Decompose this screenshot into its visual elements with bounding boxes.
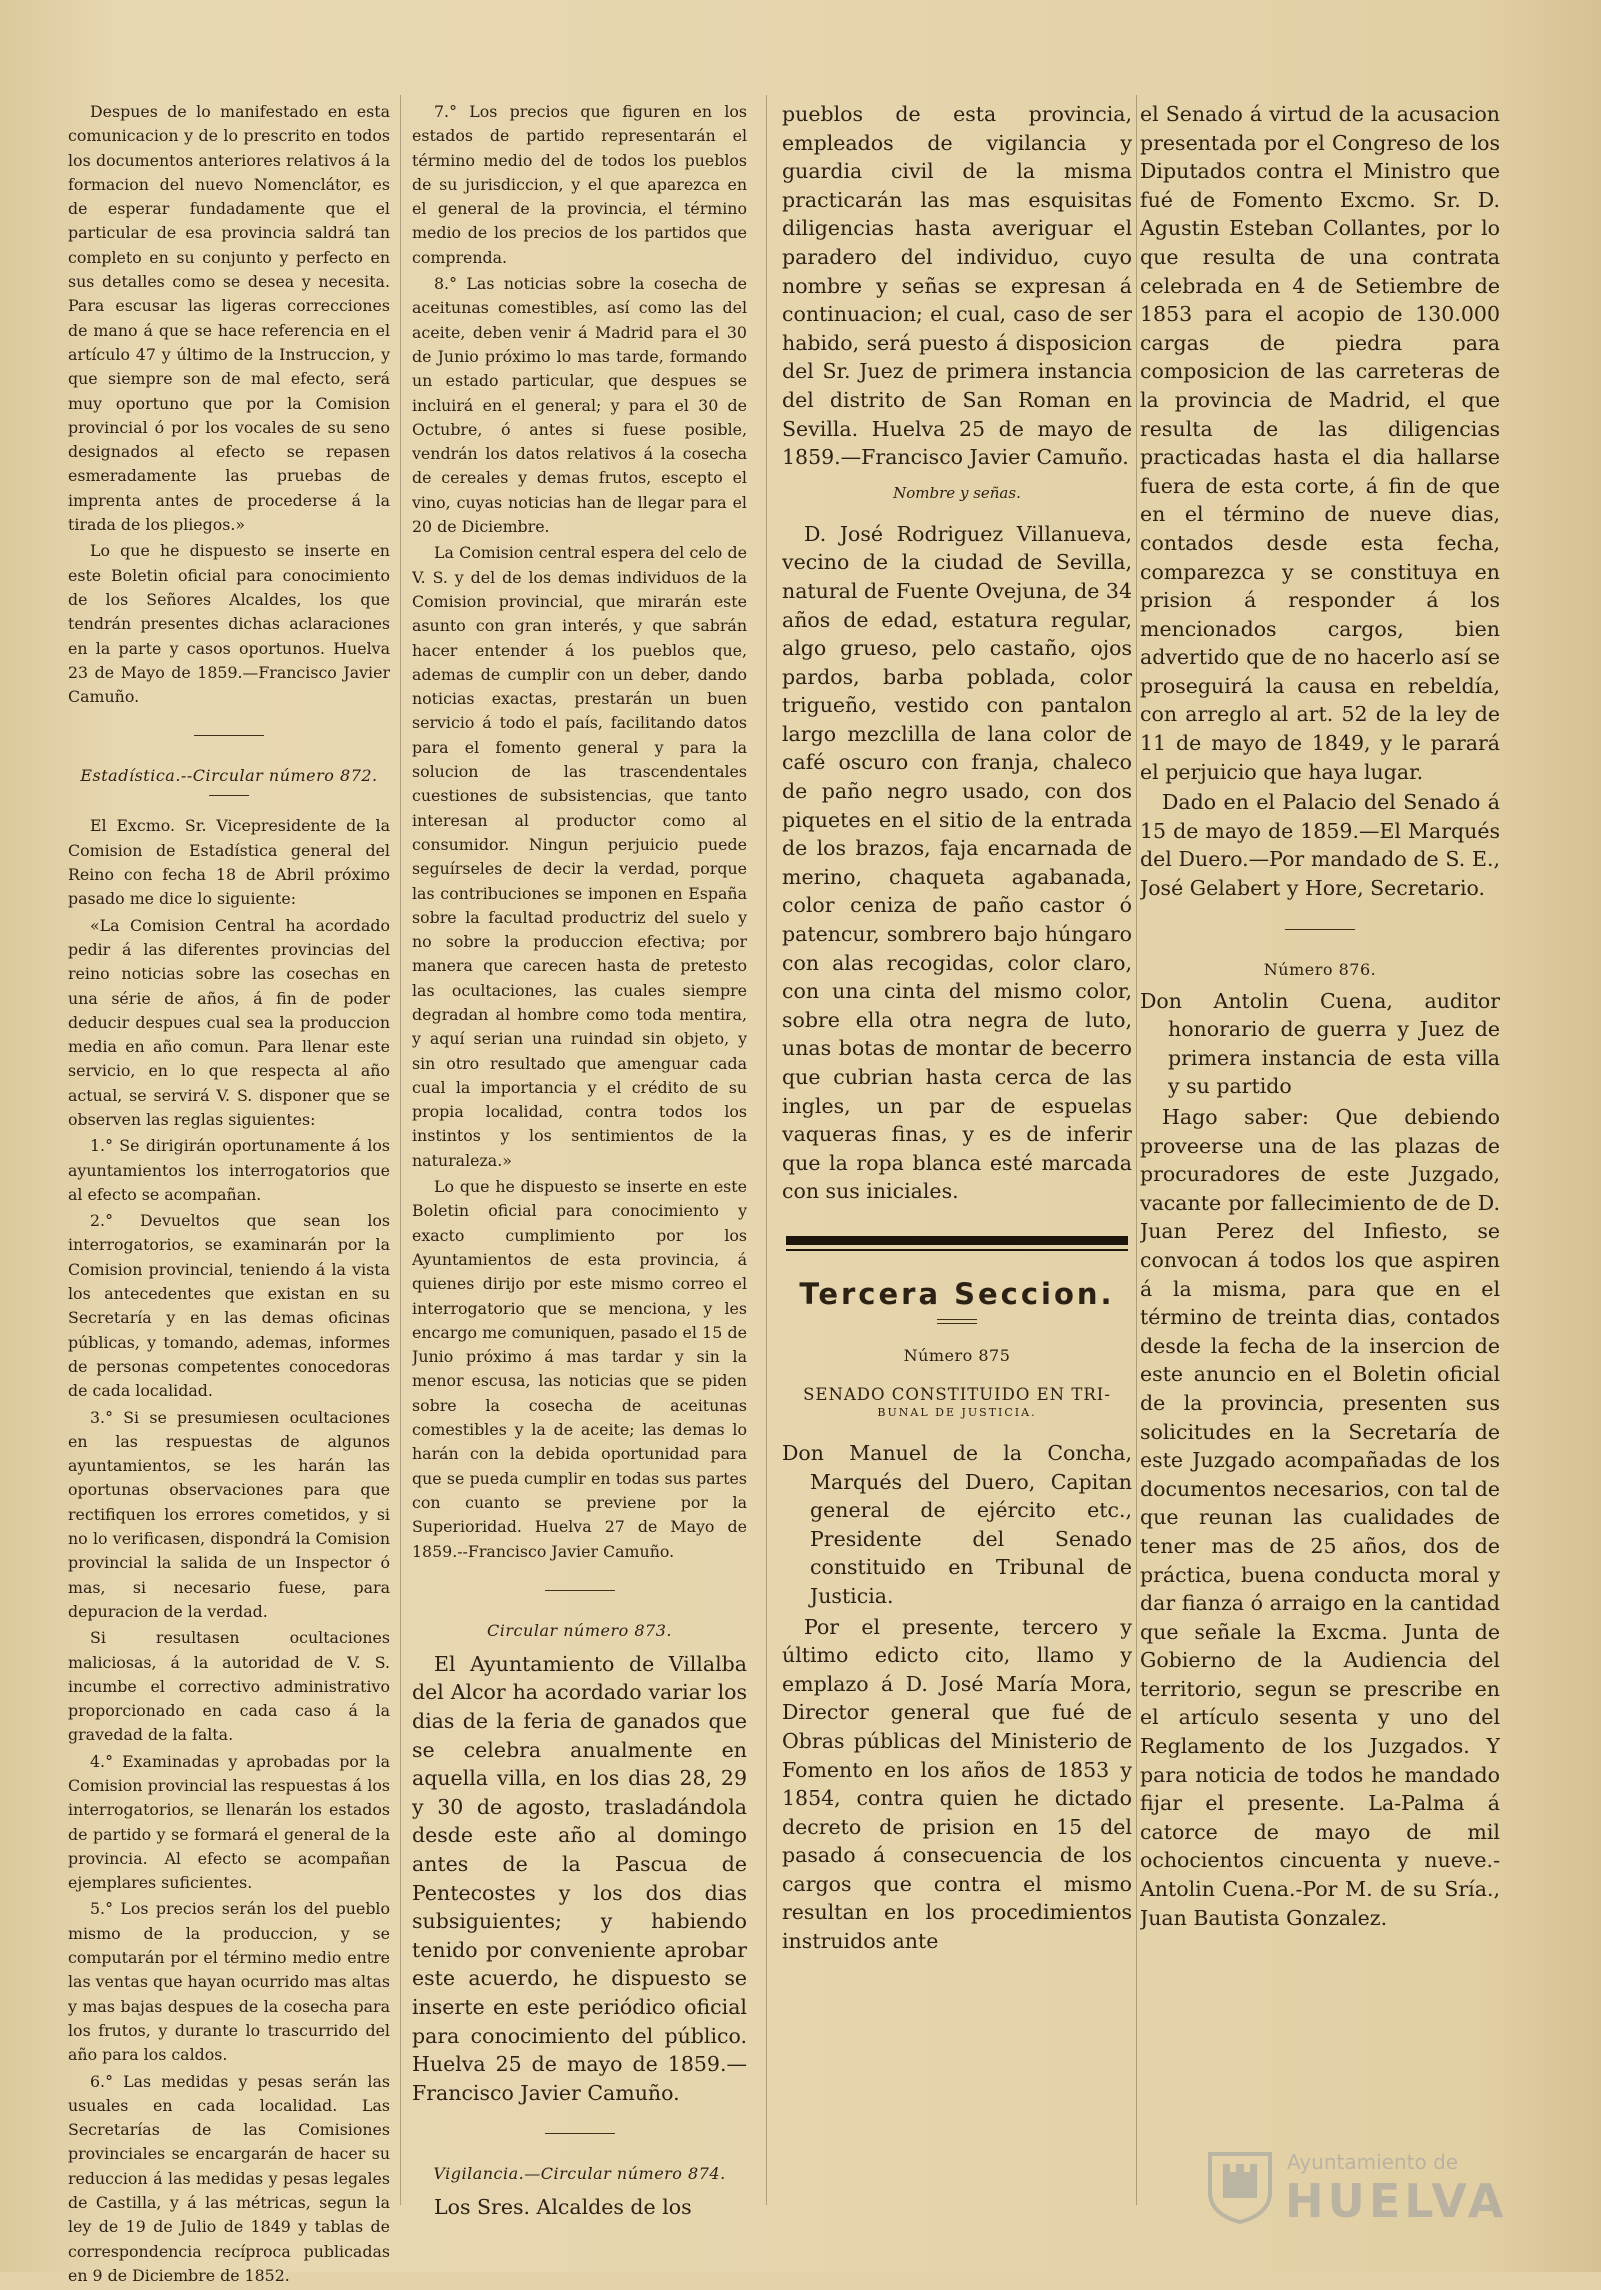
separator-rule	[1285, 929, 1355, 930]
paragraph: La Comision central espera del celo de V. S. y del de los demas individuos de la Comision provincial, que mirarán este asunto con gran interés, y que sabrán hacer entender á los pueblos que, ademas de cumplir con un deber, dando noticias exactas, prestarán un buen servicio á todo el país, facilitando datos para el fomento general y para la solucion de las trascendentales cuestiones de subsistencias, que tanto interesan al productor como al consumidor. Ningun perjuicio puede seguírseles de decir la verdad, porque las contribuciones se imponen en España sobre la facultad productriz del suelo y no sobre la produccion efectiva; por manera que carecen hasta de pretesto las ocultaciones, las cuales siempre degradan al hombre como toda mentira, y aquí serian una ruindad sin objeto, y sin otro resultado que amenguar cada cual la importancia y el crédito de su propia localidad, contra todos los instintos y los sentimientos de la naturaleza.»	[412, 543, 747, 1170]
column-divider	[400, 95, 401, 2205]
rule-item: 5.° Los precios serán los del pueblo mismo de la produccion, y se computarán por el término medio entre las ventas que hayan ocurrido mas altas y mas bajas despues de la cosecha para los frutos, y durante lo trascurrido del año para los caldos.	[68, 1899, 390, 2065]
paragraph: «La Comision Central ha acordado pedir á las diferentes provincias del reino noticias sobre las cosechas en una série de años, á fin de poder deducir despues cual sea la produccion media en año comun. Para llenar este servicio, en lo que respecta al año actual, se servirá V. S. disponer que se observen las reglas siguientes:	[68, 915, 390, 1129]
paragraph: pueblos de esta provincia, empleados de vigilancia y guardia civil de la misma practicarán las mas esquisitas diligencias hasta averiguar el paradero del individuo, cuyo nombre y señas se expresan á continuacion; el cual, caso de ser habido, será puesto á disposicion del Sr. Juez de primera instancia del distrito de San Roman en Sevilla. Huelva 25 de mayo de 1859.—Francisco Javier Camuño.	[782, 102, 1132, 470]
section-rule-thin	[786, 1249, 1128, 1251]
column-4	[1140, 100, 1500, 1934]
nombre-senas-heading: Nombre y señas.	[893, 483, 1021, 502]
paragraph: Hago saber: Que debiendo proveerse una de las plazas de procuradores de este Juzgado, vacante por fallecimiento de de D. Juan Perez del Infiesto, se convocan á todos los que aspiren á la misma, para que en el término de treinta dias, contados desde la fecha de la insercion de este anuncio en el Boletin oficial de la provincia, presenten sus solicitudes en la Secretaría de este Juzgado acompañadas de los documentos necesarios, con tal de que reunan las cualidades de tener mas de 25 años, dos de práctica, buena conducta moral y dar fianza ó arraigo en la cantidad que señale la Excma. Junta de Gobierno de la Audiencia del territorio, segun se prescribe en el artículo sesenta y uno del Reglamento de los Juzgados. Y para noticia de todos he mandado fijar el presente. La-Palma á catorce de mayo de mil ochocientos cincuenta y nueve.-Antolin Cuena.-Por M. de su Sría., Juan Bautista Gonzalez.	[1140, 1105, 1500, 1930]
archive-watermark	[1205, 2148, 1535, 2228]
circular-874-heading: Vigilancia.—Circular número 874.	[433, 2164, 726, 2184]
paragraph: Los Sres. Alcaldes de los	[434, 2195, 692, 2220]
paragraph: El Excmo. Sr. Vicepresidente de la Comision de Estadística general del Reino con fecha 18 de Abril próximo pasado me dice lo siguiente:	[68, 816, 390, 909]
paragraph: Por el presente, tercero y último edicto cito, llamo y emplazo á D. José María Mora, Director general que fué de Obras públicas del Ministerio de Fomento en los años de 1853 y 1854, contra quien he dictado decreto de prision en 15 del pasado á consecuencia de los cargos que contra el mismo resultan en los procedimientos instruidos ante	[782, 1614, 1132, 1954]
paragraph: D. José Rodriguez Villanueva, vecino de la ciudad de Sevilla, natural de Fuente Ovejuna, de 34 años de edad, estatura regular, algo grueso, pelo castaño, ojos pardos, barba poblada, color trigueño, vestido con pantalon largo mezclilla de lana color de café oscuro con franja, chaleco de paño negro usado, con dos piquetes en el sitio de la entrada de los brazos, faja encarnada de merino, chaqueta agabanada, color ceniza de paño castor ó patencur, sombrero bajo húngaro con alas recogidas, color claro, con una cinta del mismo color, sobre ella otra negra de luto, unas botas de montar de becerro que cubrian hasta cerca de las ingles, un par de espuelas vaqueras finas, y es de inferir que la ropa blanca esté marcada con sus iniciales.	[782, 521, 1132, 1204]
watermark-line-2: HUELVA	[1285, 2174, 1508, 2228]
edict-title: Don Antolin Cuena, auditor honorario de guerra y Juez de primera instancia de esta villa y su partido	[1140, 988, 1500, 1099]
watermark-line-1: Ayuntamiento de	[1287, 2150, 1459, 2174]
paragraph: El Ayuntamiento de Villalba del Alcor ha acordado variar los dias de la feria de ganados que se celebra anualmente en aquella villa, en los dias 28, 29 y 30 de agosto, trasladándola desde este año al domingo antes de la Pascua de Pentecostes y los dos dias subsiguientes; y habiendo tenido por conveniente aprobar este acuerdo, he dispuesto se inserte en este periódico oficial para conocimiento del público. Huelva 25 de mayo de 1859.—Francisco Javier Camuño.	[412, 1651, 747, 2105]
section-title: Tercera Seccion.	[799, 1276, 1115, 1311]
numero-875-heading: Número 875	[903, 1345, 1011, 1365]
paragraph: Dado en el Palacio del Senado á 15 de mayo de 1859.—El Marqués del Duero.—Por mandado de S. E., José Gelabert y Hore, Secretario.	[1140, 790, 1500, 901]
senado-subheading: BUNAL DE JUSTICIA.	[877, 1405, 1037, 1419]
column-2	[412, 100, 747, 2224]
rule-item: 8.° Las noticias sobre la cosecha de aceitunas comestibles, así como las del aceite, deben venir á Madrid para el 30 de Junio próximo lo mas tarde, formando un estado particular, que despues se incluirá en el general; y para el 30 de Octubre, ó antes si fuese posible, vendrán los datos relativos á la cosecha de cereales y demas frutos, escepto el vino, cuyas noticias han de llegar para el 20 de Diciembre.	[412, 274, 747, 537]
paragraph: Despues de lo manifestado en esta comunicacion y de lo prescrito en todos los documentos anteriores relativos á la formacion del nuevo Nomenclátor, es de esperar fundadamente que el particular de esa provincia saldrá tan completo en su conjunto y perfecto en sus detalles como se desea y necesita. Para escusar las ligeras correcciones de mano á que se hace referencia en el artículo 47 y último de la Instruccion, y que siempre son de mal efecto, será muy oportuno que por la Comision provincial ó por los vocales de su seno designados al efecto se repasen esmeradamente las pruebas de imprenta antes de procederse á la tirada de los pliegos.»	[68, 102, 390, 535]
senado-heading: SENADO CONSTITUIDO EN TRI-	[803, 1384, 1111, 1404]
column-divider	[1136, 95, 1137, 2205]
rule-item: 6.° Las medidas y pesas serán las usuales en cada localidad. Las Secretarías de las Comisiones provinciales se encargarán de hacer su reduccion á las medidas y pesas legales de Castilla, y á las métricas, segun la ley de 19 de Julio de 1849 y tablas de correspondencia recíproca publicadas en 9 de Diciembre de 1852.	[68, 2071, 390, 2285]
numero-876-heading: Número 876.	[1263, 959, 1377, 979]
rule-item: 7.° Los precios que figuren en los estados de partido representarán el término medio del de todos los pueblos de su jurisdiccion, y el que aparezca en el general de la provincia, el término medio de los precios de los partidos que comprenda.	[412, 102, 747, 267]
circular-873-heading: Circular número 873.	[487, 1620, 672, 1640]
paragraph: Lo que he dispuesto se inserte en este Boletin oficial para conocimiento de los Señores Alcaldes, los que tendrán presentes dichas aclaraciones en la parte y casos oportunos. Huelva 23 de Mayo de 1859.—Francisco Javier Camuño.	[68, 541, 390, 707]
castle-shield-icon	[1205, 2148, 1275, 2224]
rule-item: 3.° Si se presumiesen ocultaciones en las respuestas de algunos ayuntamientos, se les harán las oportunas observaciones para que rectifiquen los errores cometidos, y si no lo verificasen, dispondrá la Comision provincial la salida de un Inspector ó mas, si necesario fuese, para depuracion de la verdad.	[68, 1407, 390, 1621]
column-1	[68, 100, 390, 2290]
edict-title: Don Manuel de la Concha, Marqués del Duero, Capitan general de ejército etc., Presidente del Senado constituido en Tribunal de Justicia.	[782, 1440, 1132, 1608]
rule-item: 4.° Examinadas y aprobadas por la Comision provincial las respuestas á los interrogatorios, se llenarán los estados de partido y se formará el general de la provincia. Al efecto se acompañan ejemplares suficientes.	[68, 1751, 390, 1893]
rule-item: Si resultasen ocultaciones maliciosas, á la autoridad de V. S. incumbe el correctivo administrativo proporcionado en cada caso á la gravedad de la falta.	[68, 1628, 390, 1745]
paragraph: el Senado á virtud de la acusacion presentada por el Congreso de los Diputados contra el Ministro que fué de Fomento Excmo. Sr. D. Agustin Esteban Collantes, por lo que resulta de una contrata celebrada en 4 de Setiembre de 1853 para el acopio de 130.000 cargas de piedra para composicion de las carreteras de la provincia de Madrid, el que resulta de las diligencias practicadas hasta el dia hallarse fuera de esta corte, á fin de que en el término de nueve dias, contados desde esta fecha, comparezca y se constituya en prision á responder á los mencionados cargos, bien advertido que de no hacerlo así se proseguirá la causa en rebeldía, con arreglo al art. 52 de la ley de 11 de mayo de 1849, y le parará el perjuicio que haya lugar.	[1140, 102, 1500, 784]
rule-item: 2.° Devueltos que sean los interrogatorios, se examinarán por la Comision provincial, teniendo á la vista los antecedentes que existan en su Secretaría y en las demas oficinas públicas, y tomando, ademas, informes de personas competentes conocedoras de cada localidad.	[68, 1211, 390, 1401]
separator-rule	[545, 2133, 615, 2134]
circular-872-heading: Estadística.--Circular número 872.	[80, 766, 378, 786]
column-3	[782, 100, 1132, 1958]
separator-rule	[545, 1590, 615, 1591]
rule-item: 1.° Se dirigirán oportunamente á los ayuntamientos los interrogatorios que al efecto se acompañan.	[68, 1136, 390, 1204]
column-divider	[766, 95, 767, 2205]
section-rule-thick	[786, 1236, 1128, 1245]
separator-rule	[209, 795, 249, 796]
double-rule	[937, 1319, 977, 1324]
paragraph: Lo que he dispuesto se inserte en este Boletin oficial para conocimiento y exacto cumplimiento por los Ayuntamientos de esta provincia, á quienes dirijo por este mismo correo el interrogatorio que se menciona, y les encargo me comuniquen, pasado el 15 de Junio próximo á mas tardar y sin la menor escusa, las noticias que se piden sobre la cosecha de aceitunas comestibles y la de aceite; las demas lo harán con la debida oportunidad para que se pueda cumplir en todas sus partes con cuanto se previene por la Superioridad. Huelva 27 de Mayo de 1859.--Francisco Javier Camuño.	[412, 1177, 747, 1561]
separator-rule	[194, 735, 264, 736]
